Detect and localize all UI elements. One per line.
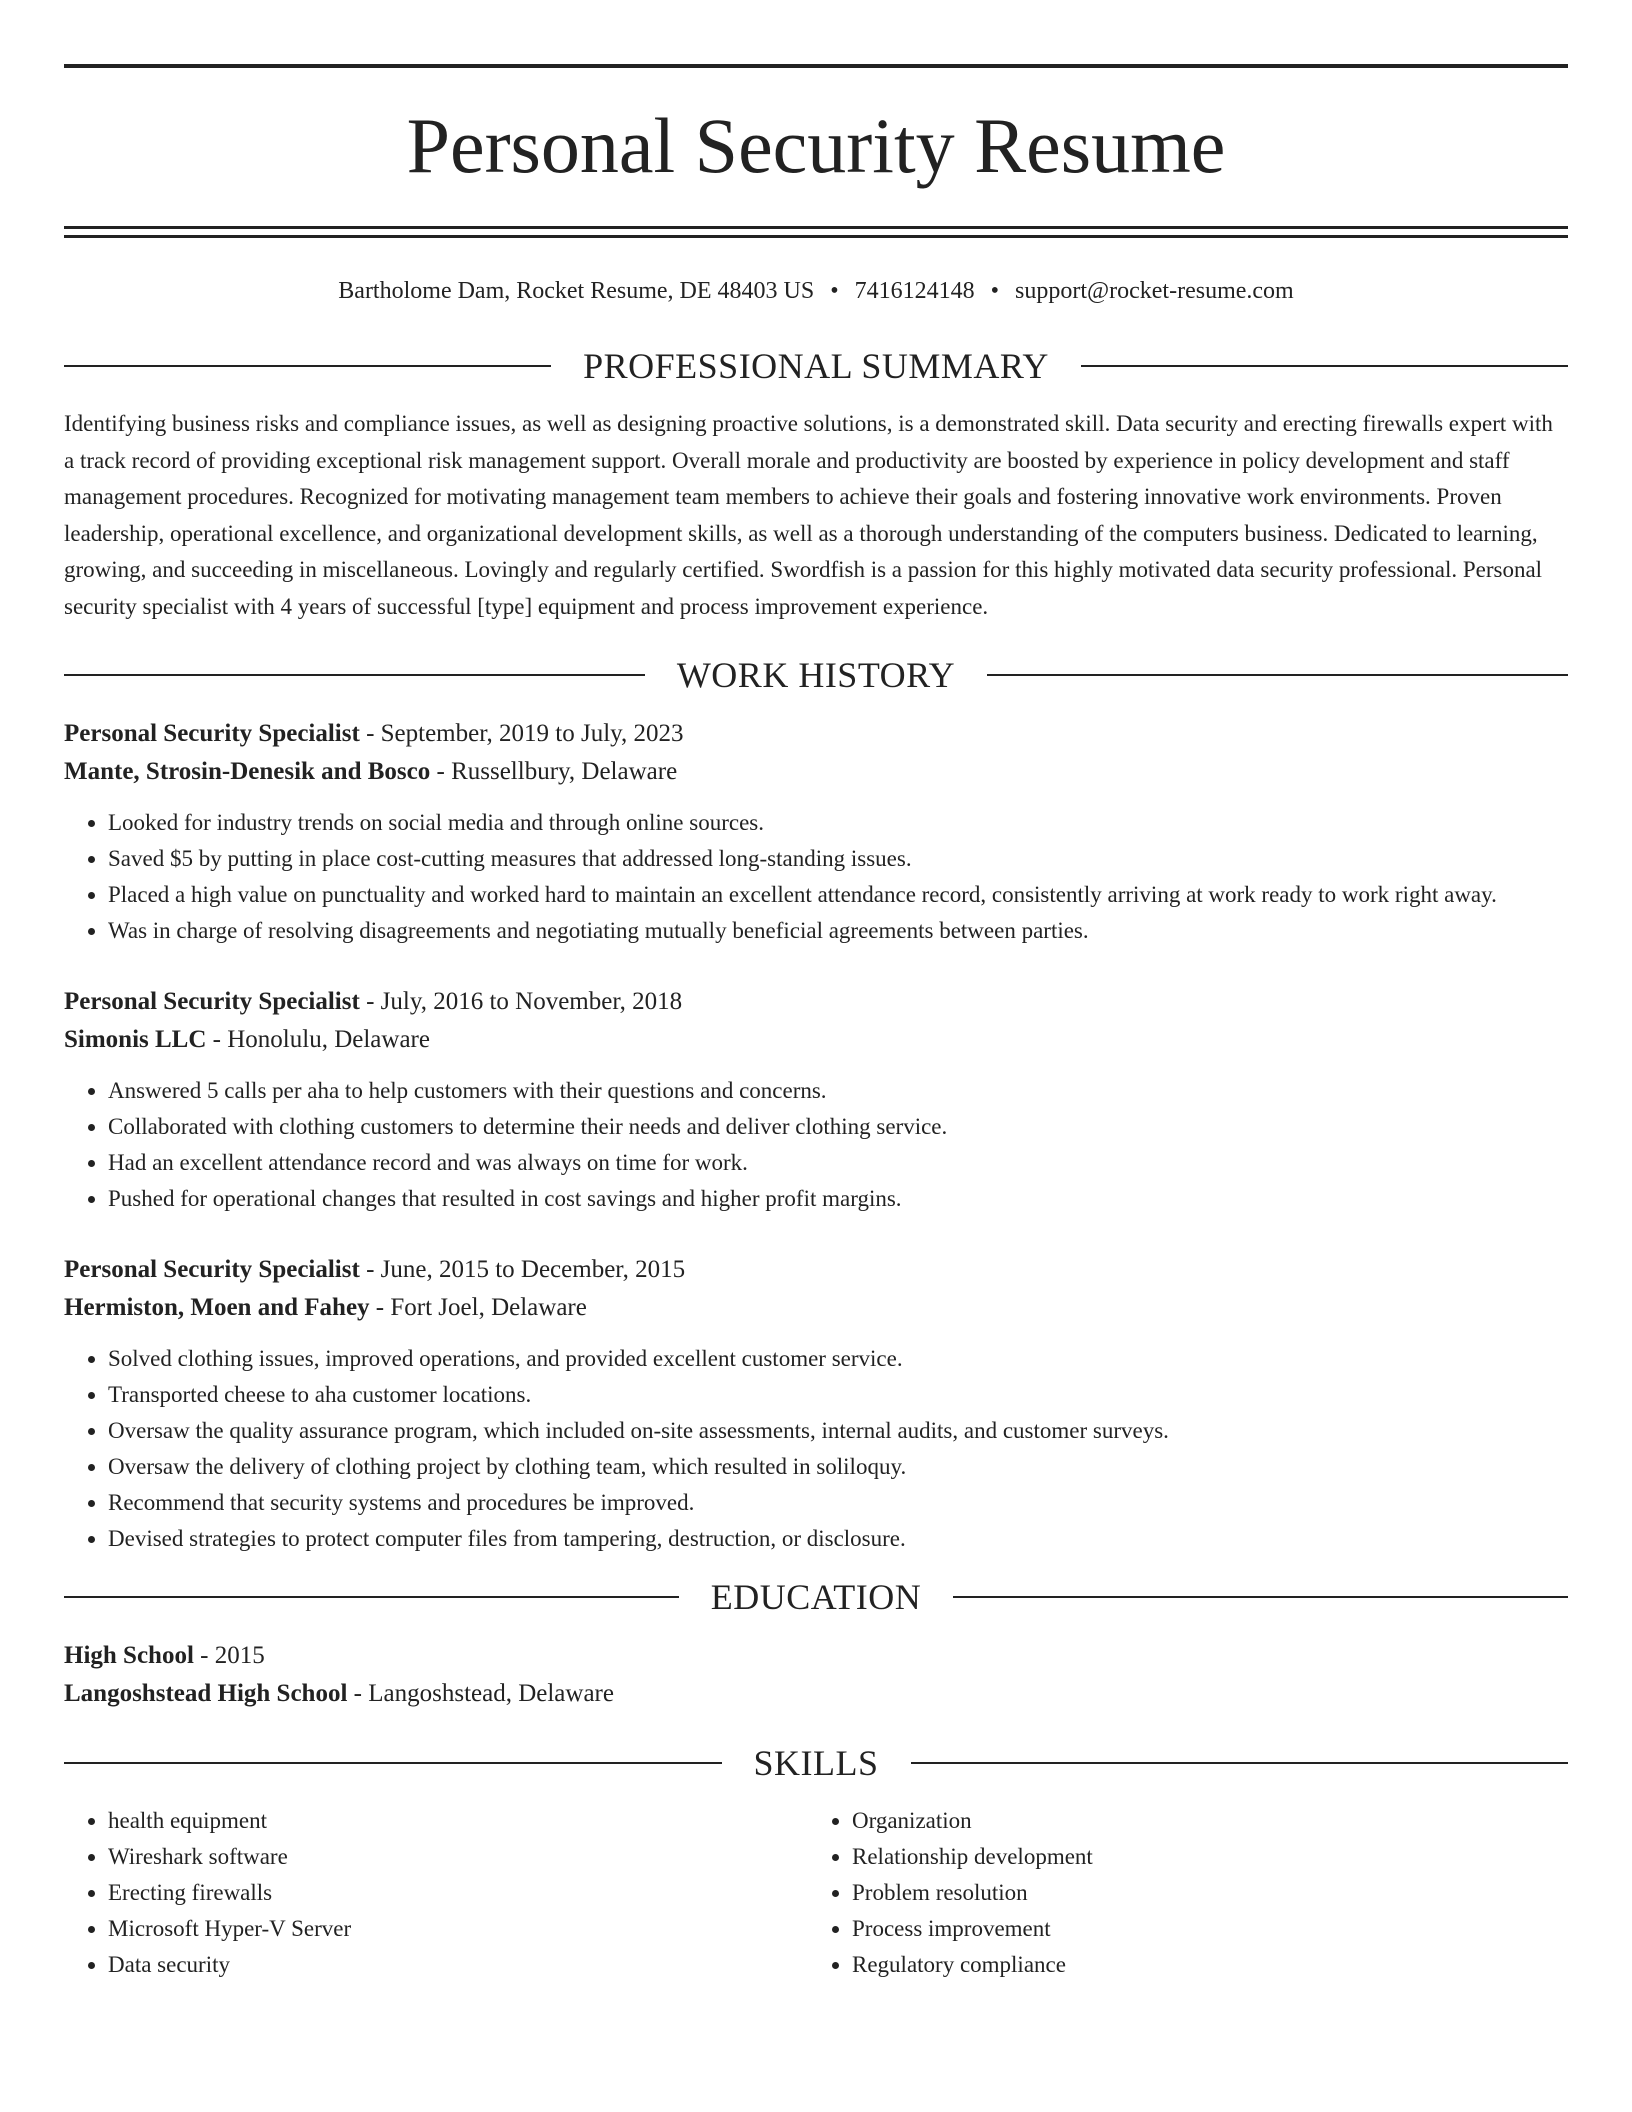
education-location: - Langoshstead, Delaware	[353, 1680, 614, 1707]
skill-item: • Process improvement	[852, 1911, 1552, 1947]
skill-item: • Data security	[108, 1947, 808, 1983]
job-title-line	[64, 983, 1568, 1021]
education-degree: High School	[64, 1642, 194, 1669]
education-year: - 2015	[200, 1642, 265, 1669]
job-title-line	[64, 1251, 1568, 1289]
list-item: • Saved $5 by putting in place cost-cutting measures that addressed long-standing issues.	[108, 841, 1568, 877]
job-company: Hermiston, Moen and Fahey	[64, 1294, 370, 1321]
section-title: PROFESSIONAL SUMMARY	[583, 346, 1049, 386]
divider	[1081, 365, 1568, 367]
list-item: • Was in charge of resolving disagreements and negotiating mutually beneficial agreements between parties.	[108, 913, 1568, 949]
divider	[911, 1762, 1569, 1764]
job-dates: - July, 2016 to November, 2018	[366, 988, 683, 1015]
education-school-line	[64, 1675, 1568, 1713]
resume-page	[64, 64, 1568, 1983]
contact-email: support@rocket-resume.com	[1015, 278, 1294, 304]
job-location: - Honolulu, Delaware	[212, 1026, 430, 1053]
divider	[953, 1596, 1568, 1598]
list-item: • Looked for industry trends on social media and through online sources.	[108, 805, 1568, 841]
divider	[64, 1762, 722, 1764]
divider	[64, 365, 551, 367]
skill-item: • Relationship development	[852, 1839, 1552, 1875]
list-item: • Devised strategies to protect computer files from tampering, destruction, or disclosure.	[108, 1521, 1568, 1557]
job-company-line	[64, 753, 1568, 791]
list-item: • Oversaw the delivery of clothing project by clothing team, which resulted in soliloquy.	[108, 1449, 1568, 1485]
skill-item: • Problem resolution	[852, 1875, 1552, 1911]
job-company: Simonis LLC	[64, 1026, 207, 1053]
job-company-line	[64, 1289, 1568, 1327]
section-header-summary	[64, 346, 1568, 386]
divider	[64, 1596, 679, 1598]
job-entry	[64, 983, 1568, 1217]
contact-phone: 7416124148	[854, 278, 975, 304]
job-title: Personal Security Specialist	[64, 988, 360, 1015]
skill-item: • Erecting firewalls	[108, 1875, 808, 1911]
title-rule-lower	[64, 235, 1568, 238]
skills-grid	[64, 1803, 1568, 1983]
skill-item: • Organization	[852, 1803, 1552, 1839]
contact-separator: •	[990, 278, 1000, 304]
skills-column-right	[808, 1803, 1552, 1983]
skill-item: • health equipment	[108, 1803, 808, 1839]
section-title: SKILLS	[753, 1743, 879, 1783]
job-entry	[64, 1251, 1568, 1557]
section-title: WORK HISTORY	[676, 655, 956, 695]
job-bullets	[64, 1341, 1568, 1557]
contact-separator: •	[830, 278, 839, 304]
list-item: • Pushed for operational changes that resulted in cost savings and higher profit margins.	[108, 1181, 1568, 1217]
education-entry	[64, 1637, 1568, 1713]
list-item: • Transported cheese to aha customer locations.	[108, 1377, 1568, 1413]
contact-address: Bartholome Dam, Rocket Resume, DE 48403 US	[338, 278, 815, 304]
education-school: Langoshstead High School	[64, 1680, 348, 1707]
skill-item: • Microsoft Hyper-V Server	[108, 1911, 808, 1947]
list-item: • Answered 5 calls per aha to help customers with their questions and concerns.	[108, 1073, 1568, 1109]
job-company: Mante, Strosin-Denesik and Bosco	[64, 758, 431, 785]
section-header-skills	[64, 1743, 1568, 1783]
job-title-line	[64, 715, 1568, 753]
job-entry	[64, 715, 1568, 949]
job-location: - Fort Joel, Delaware	[375, 1294, 587, 1321]
job-bullets	[64, 1073, 1568, 1217]
education-degree-line	[64, 1637, 1568, 1675]
section-header-education	[64, 1577, 1568, 1617]
section-title: EDUCATION	[710, 1577, 922, 1617]
list-item: • Had an excellent attendance record and was always on time for work.	[108, 1145, 1568, 1181]
list-item: • Solved clothing issues, improved operations, and provided excellent customer service.	[108, 1341, 1568, 1377]
skill-item: • Wireshark software	[108, 1839, 808, 1875]
job-company-line	[64, 1021, 1568, 1059]
page-title: Personal Security Resume	[406, 102, 1226, 189]
divider	[987, 674, 1568, 676]
list-item: • Collaborated with clothing customers to determine their needs and deliver clothing service.	[108, 1109, 1568, 1145]
job-dates: - September, 2019 to July, 2023	[366, 720, 684, 747]
title-rule-upper	[64, 226, 1568, 229]
job-title: Personal Security Specialist	[64, 720, 360, 747]
section-header-work	[64, 655, 1568, 695]
list-item: • Placed a high value on punctuality and worked hard to maintain an excellent attendance record, consistently arriving at work ready to work right away.	[108, 877, 1568, 913]
contact-line	[64, 276, 1568, 306]
job-title: Personal Security Specialist	[64, 1256, 360, 1283]
job-location: - Russellbury, Delaware	[436, 758, 678, 785]
summary-text: Identifying business risks and compliance issues, as well as designing proactive solutions, is a demonstrated skill. Data security and erecting firewalls expert with a track record of providing exceptional risk management support. Overall morale and productivity are boosted by experience in policy development and staff management procedures. Recognized for motivating management team members to achieve their goals and fostering innovative work environments. Proven leadership, operational excellence, and organizational development skills, as well as a thorough understanding of the computers business. Dedicated to learning, growing, and succeeding in miscellaneous. Lovingly and regularly certified. Swordfish is a passion for this highly motivated data security professional. Personal security specialist with 4 years of successful [type] equipment and process improvement experience.	[64, 411, 1553, 619]
skill-item: • Regulatory compliance	[852, 1947, 1552, 1983]
skills-column-left	[64, 1803, 808, 1983]
job-bullets	[64, 805, 1568, 949]
divider	[64, 674, 645, 676]
top-rule	[64, 64, 1568, 68]
list-item: • Oversaw the quality assurance program, which included on-site assessments, internal audits, and customer surveys.	[108, 1413, 1568, 1449]
job-dates: - June, 2015 to December, 2015	[366, 1256, 686, 1283]
list-item: • Recommend that security systems and procedures be improved.	[108, 1485, 1568, 1521]
